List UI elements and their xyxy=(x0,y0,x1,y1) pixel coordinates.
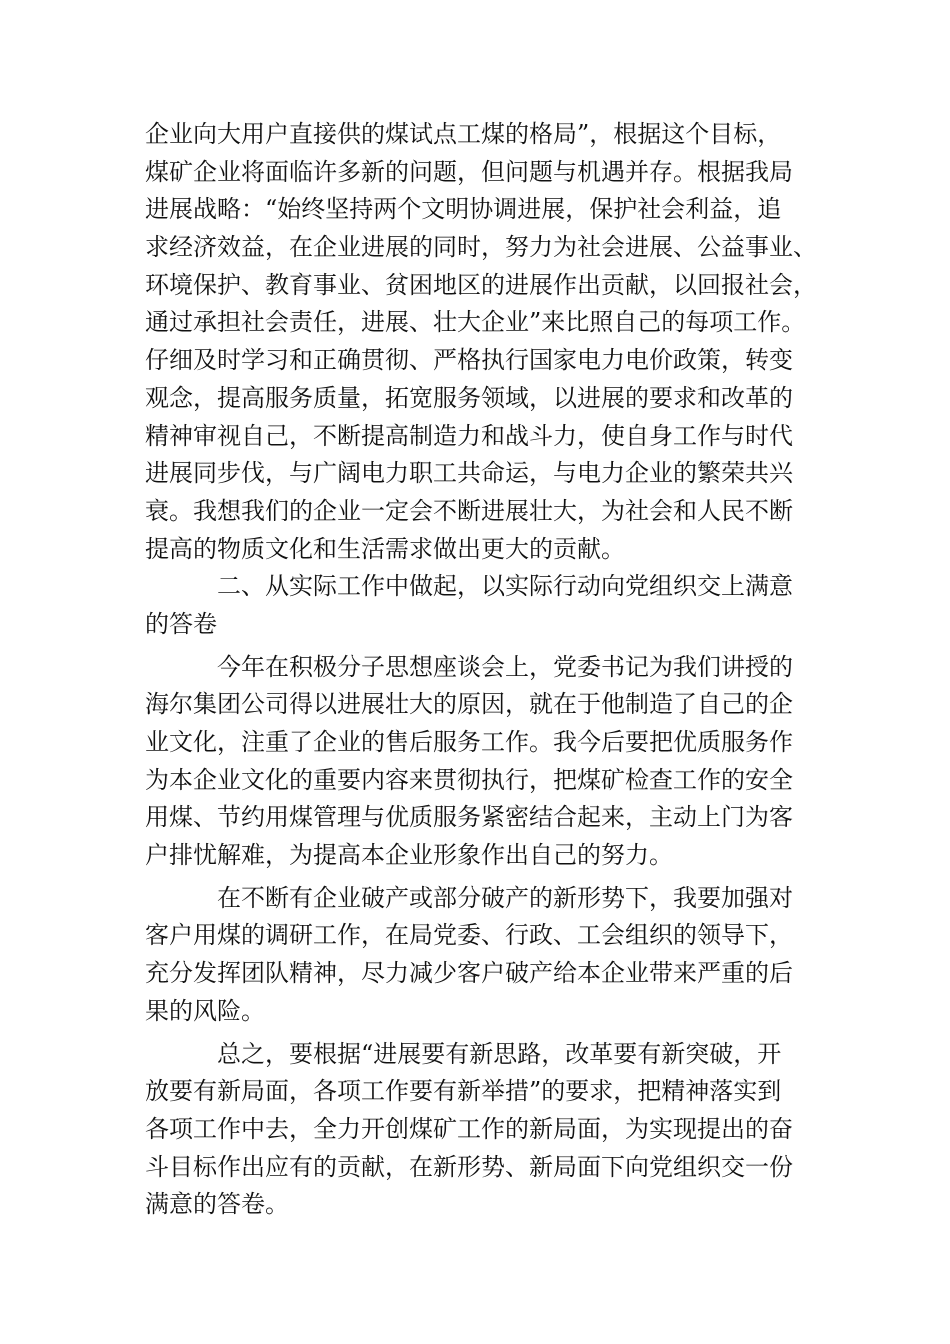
text-line: 企业向大用户直接供的煤试点工煤的格局”，根据这个目标， xyxy=(145,120,782,148)
text-line: 满意的答卷。 xyxy=(145,1190,289,1219)
text-line: 户排忧解难，为提高本企业形象作出自己的努力。 xyxy=(145,841,673,870)
text-line: 为本企业文化的重要内容来贯彻执行，把煤矿检查工作的安全 xyxy=(145,765,793,794)
text-line: 充分发挥团队精神，尽力减少客户破产给本企业带来严重的后 xyxy=(145,959,793,988)
text-line: 今年在积极分子思想座谈会上，党委书记为我们讲授的 xyxy=(217,652,793,681)
paragraph xyxy=(145,880,795,1031)
document-body xyxy=(145,116,817,1224)
text-line: 精神审视自己，不断提高制造力和战斗力，使自身工作与时代 xyxy=(145,421,793,450)
text-line: 提高的物质文化和生活需求做出更大的贡献。 xyxy=(145,534,625,563)
text-line: 用煤、节约用煤管理与优质服务紧密结合起来，主动上门为客 xyxy=(145,803,793,832)
text-line: 观念，提高服务质量，拓宽服务领域，以进展的要求和改革的 xyxy=(145,383,793,412)
text-line: 进展同步伐，与广阔电力职工共命运，与电力企业的繁荣共兴 xyxy=(145,459,793,488)
text-line: 仔细及时学习和正确贯彻、严格执行国家电力电价政策，转变 xyxy=(145,346,793,375)
text-line: 环境保护、教育事业、贫困地区的进展作出贡献，以回报社会， xyxy=(145,270,817,299)
paragraph-continuation xyxy=(145,116,817,568)
text-line: 放要有新局面，各项工作要有新举措”的要求，把精神落实到 xyxy=(145,1077,782,1106)
heading-line: 的答卷 xyxy=(145,609,217,638)
text-line: 客户用煤的调研工作，在局党委、行政、工会组织的领导下， xyxy=(145,921,793,950)
paragraph xyxy=(145,649,795,875)
text-line: 衰。我想我们的企业一定会不断进展壮大，为社会和人民不断 xyxy=(145,496,793,525)
text-line: 斗目标作出应有的贡献，在新形势、新局面下向党组织交一份 xyxy=(145,1152,793,1181)
paragraph xyxy=(145,1036,795,1224)
text-line: 煤矿企业将面临许多新的问题，但问题与机遇并存。根据我局 xyxy=(145,157,793,186)
text-line: 在不断有企业破产或部分破产的新形势下，我要加强对 xyxy=(217,883,793,912)
text-line: 各项工作中去，全力开创煤矿工作的新局面，为实现提出的奋 xyxy=(145,1114,793,1143)
heading-line: 二、从实际工作中做起，以实际行动向党组织交上满意 xyxy=(217,572,793,601)
text-line: 通过承担社会责任，进展、壮大企业”来比照自己的每项工作。 xyxy=(145,308,806,337)
text-line: 业文化，注重了企业的售后服务工作。我今后要把优质服务作 xyxy=(145,728,793,756)
text-line: 海尔集团公司得以进展壮大的原因，就在于他制造了自己的企 xyxy=(145,690,793,719)
text-line: 进展战略：“始终坚持两个文明协调进展，保护社会利益，追 xyxy=(145,195,782,224)
text-line: 总之，要根据“进展要有新思路，改革要有新突破，开 xyxy=(217,1039,782,1068)
section-heading xyxy=(145,568,795,643)
text-line: 果的风险。 xyxy=(145,996,265,1025)
text-line: 求经济效益，在企业进展的同时，努力为社会进展、公益事业、 xyxy=(145,233,817,262)
